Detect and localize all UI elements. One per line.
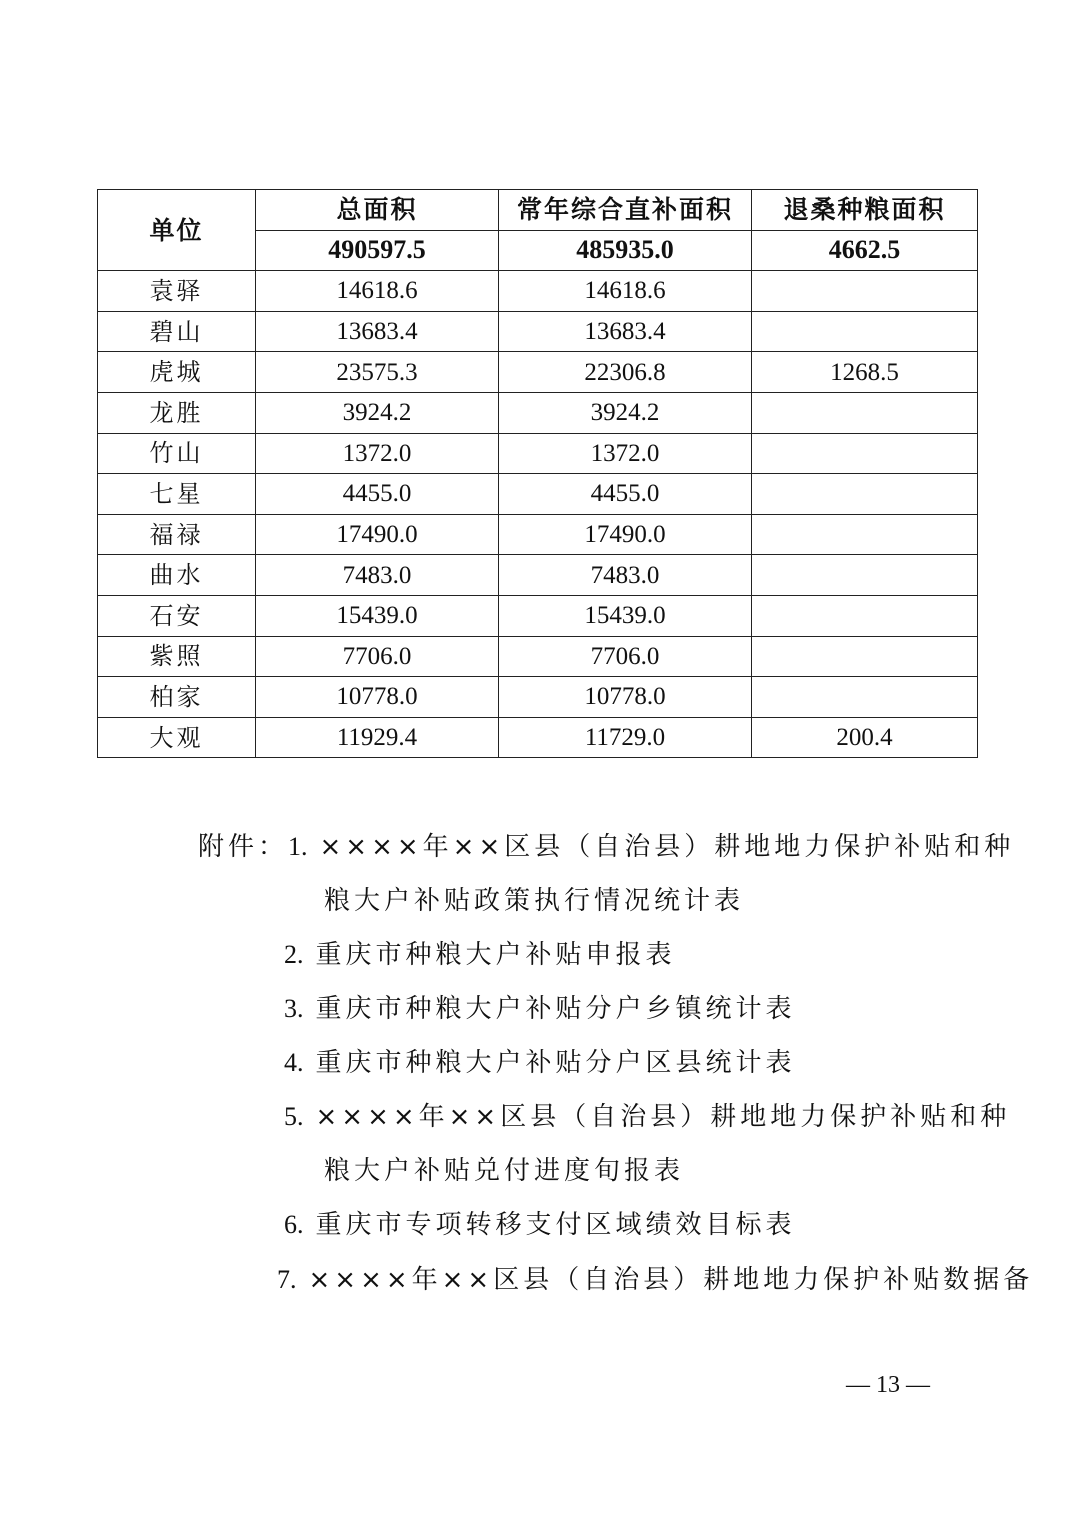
- total-total-area: 490597.5: [256, 230, 499, 271]
- total-area-cell: 3924.2: [256, 392, 499, 433]
- unit-cell: 柏家: [98, 677, 256, 718]
- attachment-item-4: [284, 1050, 796, 1076]
- header-row: [98, 190, 978, 231]
- attachment-title: ××××年××区县（自治县）耕地地力保护补贴数据备: [308, 1265, 1034, 1295]
- header-unit: 单位: [98, 190, 256, 271]
- attachment-title: ××××年××区县（自治县）耕地地力保护补贴和种: [315, 1102, 1011, 1132]
- grain-area-cell: [752, 514, 978, 555]
- total-area-cell: 7483.0: [256, 555, 499, 596]
- grain-area-cell: [752, 555, 978, 596]
- total-grain-area: 4662.5: [752, 230, 978, 271]
- attachment-title: ××××年××区县（自治县）耕地地力保护补贴和种: [319, 832, 1015, 862]
- regular-area-cell: 7483.0: [499, 555, 752, 596]
- unit-cell: 七星: [98, 474, 256, 515]
- table-row: [98, 595, 978, 636]
- table-row: [98, 514, 978, 555]
- regular-area-cell: 4455.0: [499, 474, 752, 515]
- regular-area-cell: 3924.2: [499, 392, 752, 433]
- attachment-item-3: [284, 996, 796, 1022]
- grain-area-cell: 1268.5: [752, 352, 978, 393]
- table-row: [98, 433, 978, 474]
- grain-area-cell: [752, 392, 978, 433]
- attachment-number: 1.: [288, 832, 308, 861]
- table-row: [98, 311, 978, 352]
- grain-area-cell: [752, 474, 978, 515]
- grain-area-cell: [752, 677, 978, 718]
- total-area-cell: 15439.0: [256, 595, 499, 636]
- grain-area-cell: [752, 311, 978, 352]
- table-row: [98, 352, 978, 393]
- total-area-cell: 1372.0: [256, 433, 499, 474]
- attachment-number: 4.: [284, 1048, 304, 1077]
- regular-area-cell: 10778.0: [499, 677, 752, 718]
- attachment-title: 重庆市专项转移支付区域绩效目标表: [315, 1210, 796, 1240]
- unit-cell: 碧山: [98, 311, 256, 352]
- table-row: [98, 474, 978, 515]
- total-area-cell: 7706.0: [256, 636, 499, 677]
- total-area-cell: 23575.3: [256, 352, 499, 393]
- total-area-cell: 11929.4: [256, 717, 499, 758]
- attachment-item-2: [284, 942, 676, 968]
- page-number: — 13 —: [846, 1372, 930, 1398]
- table-row: [98, 717, 978, 758]
- total-area-cell: 13683.4: [256, 311, 499, 352]
- total-area-cell: 10778.0: [256, 677, 499, 718]
- grain-area-cell: [752, 271, 978, 312]
- regular-area-cell: 1372.0: [499, 433, 752, 474]
- attachment-title: 重庆市种粮大户补贴申报表: [315, 940, 676, 970]
- regular-area-cell: 17490.0: [499, 514, 752, 555]
- attachment-number: 7.: [277, 1265, 297, 1294]
- unit-cell: 大观: [98, 717, 256, 758]
- attachment-item-5-cont: 粮大户补贴兑付进度旬报表: [324, 1156, 685, 1186]
- unit-cell: 紫照: [98, 636, 256, 677]
- unit-cell: 福禄: [98, 514, 256, 555]
- header-grain-area: 退桑种粮面积: [752, 190, 978, 231]
- total-regular-area: 485935.0: [499, 230, 752, 271]
- total-area-cell: 17490.0: [256, 514, 499, 555]
- table-row: [98, 677, 978, 718]
- regular-area-cell: 11729.0: [499, 717, 752, 758]
- table-row: [98, 392, 978, 433]
- attachment-item-5: [284, 1104, 1010, 1130]
- header-total-area: 总面积: [256, 190, 499, 231]
- unit-cell: 竹山: [98, 433, 256, 474]
- unit-cell: 虎城: [98, 352, 256, 393]
- regular-area-cell: 7706.0: [499, 636, 752, 677]
- unit-cell: 石安: [98, 595, 256, 636]
- table-row: [98, 555, 978, 596]
- grain-area-cell: [752, 636, 978, 677]
- attachment-item-7: [277, 1267, 1033, 1293]
- attachment-item-6: [284, 1212, 796, 1238]
- total-area-cell: 14618.6: [256, 271, 499, 312]
- table-row: [98, 271, 978, 312]
- grain-area-cell: [752, 433, 978, 474]
- attachment-item-1-cont: 粮大户补贴政策执行情况统计表: [324, 886, 745, 916]
- grain-area-cell: [752, 595, 978, 636]
- unit-cell: 曲水: [98, 555, 256, 596]
- unit-cell: 龙胜: [98, 392, 256, 433]
- attachment-number: 3.: [284, 994, 304, 1023]
- regular-area-cell: 22306.8: [499, 352, 752, 393]
- header-regular-area: 常年综合直补面积: [499, 190, 752, 231]
- attachment-number: 6.: [284, 1210, 304, 1239]
- attachment-number: 2.: [284, 940, 304, 969]
- table-row: [98, 636, 978, 677]
- grain-area-cell: 200.4: [752, 717, 978, 758]
- unit-cell: 袁驿: [98, 271, 256, 312]
- regular-area-cell: 14618.6: [499, 271, 752, 312]
- attachment-title: 重庆市种粮大户补贴分户乡镇统计表: [315, 994, 796, 1024]
- attachment-title: 重庆市种粮大户补贴分户区县统计表: [315, 1048, 796, 1078]
- regular-area-cell: 13683.4: [499, 311, 752, 352]
- attachment-item-1: [198, 834, 1014, 860]
- regular-area-cell: 15439.0: [499, 595, 752, 636]
- attachments-label: 附件：: [198, 832, 289, 862]
- attachment-number: 5.: [284, 1102, 304, 1131]
- area-table: [97, 189, 978, 758]
- total-area-cell: 4455.0: [256, 474, 499, 515]
